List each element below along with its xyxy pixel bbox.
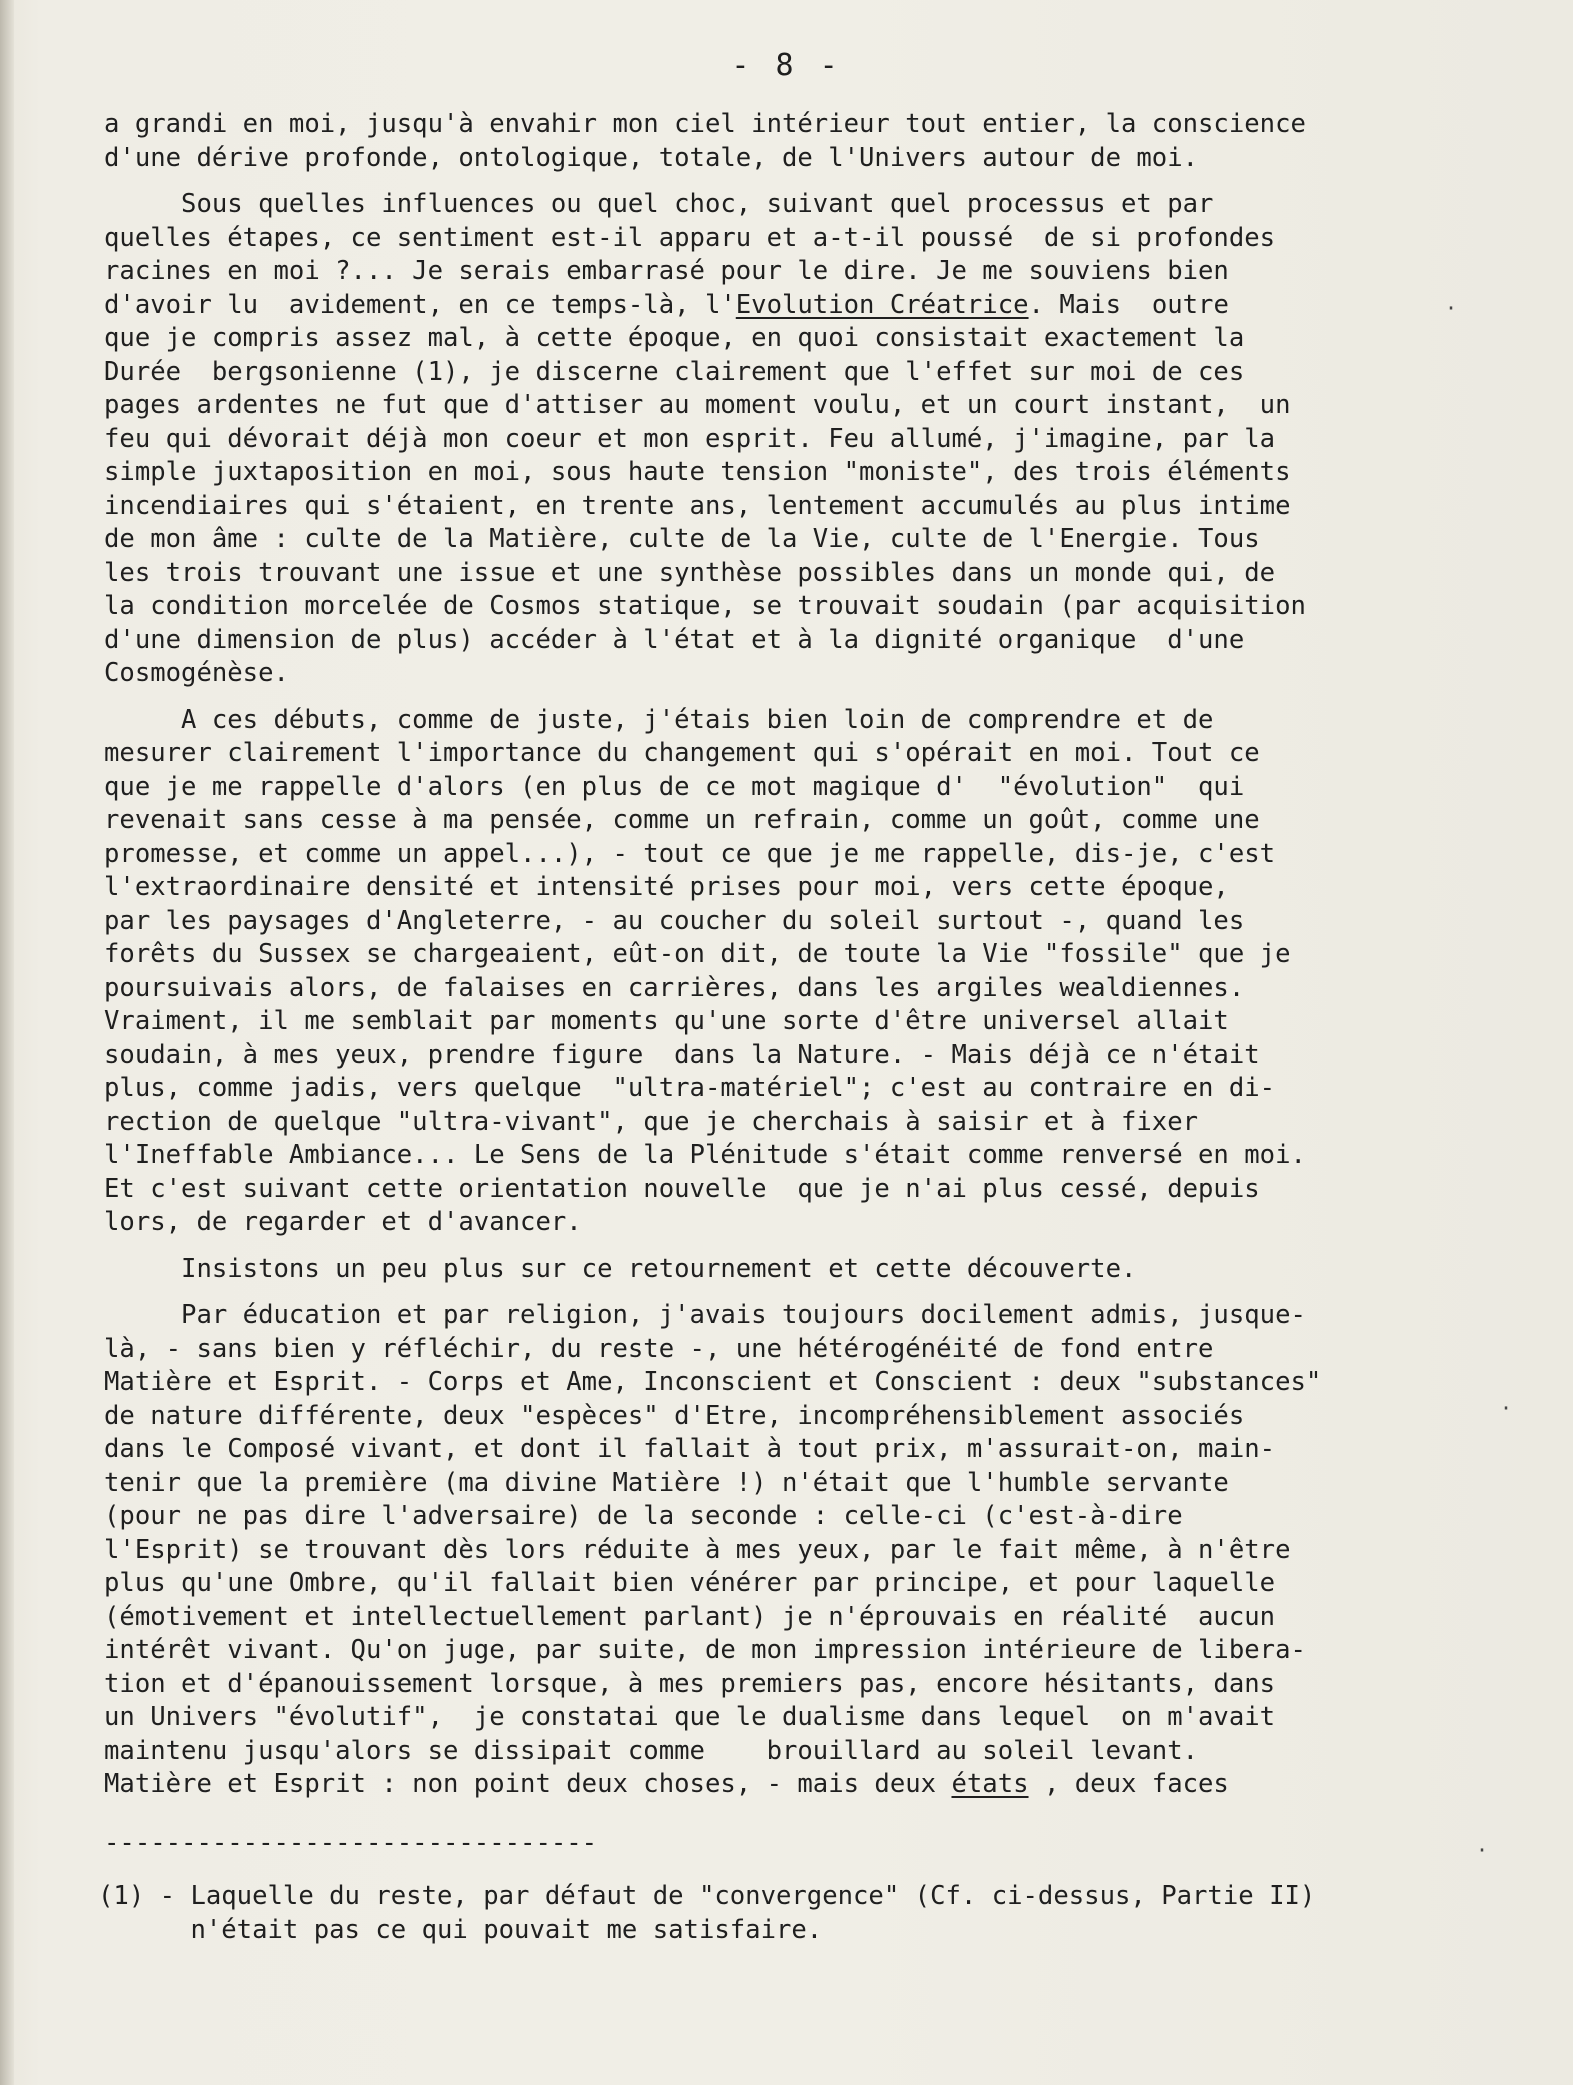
text-line: quelles étapes, ce sentiment est-il apparu et a-t-il poussé de si profondes	[104, 222, 1276, 253]
text-line: plus, comme jadis, vers quelque "ultra-matériel"; c'est au contraire en di-	[104, 1073, 1276, 1103]
footnote-line: (1) - Laquelle du reste, par défaut de "convergence" (Cf. ci-dessus, Partie II)	[98, 1881, 1316, 1911]
text-line: promesse, et comme un appel...), - tout ce que je me rappelle, dis-je, c'est	[104, 838, 1276, 869]
text-line: maintenu jusqu'alors se dissipait comme brouillard au soleil levant.	[104, 1735, 1199, 1766]
text-line: (pour ne pas dire l'adversaire) de la seconde : celle-ci (c'est-à-dire	[104, 1501, 1183, 1531]
text-line: a grandi en moi, jusqu'à envahir mon ciel intérieur tout entier, la conscience	[104, 109, 1306, 139]
text-line: de nature différente, deux "espèces" d'Etre, incompréhensiblement associés	[104, 1400, 1245, 1431]
text-line: Cosmogénèse.	[104, 658, 289, 688]
text-line: l'Esprit) se trouvant dès lors réduite à mes yeux, par le fait même, à n'être	[104, 1534, 1291, 1565]
text-line: (émotivement et intellectuellement parlant) je n'éprouvais en réalité aucun	[104, 1601, 1276, 1632]
text-line: tenir que la première (ma divine Matière !) n'était que l'humble servante	[104, 1467, 1229, 1498]
text-line: poursuivais alors, de falaises en carrières, dans les argiles wealdiennes.	[104, 972, 1245, 1003]
footnote-line: n'était pas ce qui pouvait me satisfaire.	[98, 1914, 823, 1945]
text-line: soudain, à mes yeux, prendre figure dans la Nature. - Mais déjà ce n'était	[104, 1039, 1260, 1070]
underlined-book-title: Evolution Créatrice	[735, 289, 1029, 320]
text-line: rection de quelque "ultra-vivant", que je cherchais à saisir et à fixer	[104, 1106, 1199, 1137]
page-binding-edge	[0, 0, 14, 2085]
text-line: tion et d'épanouissement lorsque, à mes premiers pas, encore hésitants, dans	[104, 1668, 1276, 1699]
text-line: l'Ineffable Ambiance... Le Sens de la Plénitude s'était comme renversé en moi.	[104, 1140, 1306, 1170]
text-line: Matière et Esprit. - Corps et Ame, Inconscient et Conscient : deux "substances"	[104, 1367, 1322, 1397]
text-fragment: d'avoir lu avidement, en ce temps-là, l'	[104, 289, 736, 320]
paragraph-4	[104, 1253, 1544, 1287]
underlined-word: états	[951, 1769, 1029, 1799]
text-fragment: , deux faces	[1028, 1769, 1229, 1799]
paragraph-1	[104, 108, 1544, 175]
text-line: là, - sans bien y réfléchir, du reste -, une hétérogénéité de fond entre	[104, 1333, 1214, 1364]
text-line: intérêt vivant. Qu'on juge, par suite, de mon impression intérieure de libera-	[104, 1635, 1306, 1665]
text-line: l'extraordinaire densité et intensité prises pour moi, vers cette époque,	[104, 872, 1229, 902]
stray-mark: ·	[1445, 296, 1458, 320]
text-line: incendiaires qui s'étaient, en trente ans, lentement accumulés au plus intime	[104, 490, 1291, 521]
text-line: forêts du Sussex se chargeaient, eût-on dit, de toute la Vie "fossile" que je	[104, 939, 1291, 969]
page-number: - 8 -	[731, 48, 842, 83]
stray-mark: ·	[1476, 1838, 1489, 1862]
text-line: racines en moi ?... Je serais embarrasé pour le dire. Je me souviens bien	[104, 256, 1229, 286]
text-line: lors, de regarder et d'avancer.	[104, 1207, 582, 1237]
text-fragment: . Mais outre	[1028, 289, 1229, 320]
text-line: d'une dérive profonde, ontologique, totale, de l'Univers autour de moi.	[104, 142, 1199, 173]
text-line: Par éducation et par religion, j'avais toujours docilement admis, jusque-	[104, 1300, 1306, 1330]
document-body	[104, 108, 1544, 1802]
text-line: revenait sans cesse à ma pensée, comme un refrain, comme un goût, comme une	[104, 805, 1260, 835]
text-line: Sous quelles influences ou quel choc, suivant quel processus et par	[104, 189, 1214, 219]
text-line: Durée bergsonienne (1), je discerne clairement que l'effet sur moi de ces	[104, 356, 1245, 387]
text-line: par les paysages d'Angleterre, - au coucher du soleil surtout -, quand les	[104, 905, 1245, 936]
text-line: d'une dimension de plus) accéder à l'état et à la dignité organique d'une	[104, 624, 1245, 655]
text-line: Et c'est suivant cette orientation nouvelle que je n'ai plus cessé, depuis	[104, 1173, 1260, 1204]
text-line-with-title	[104, 289, 1544, 323]
footnote	[98, 1880, 1548, 1947]
paragraph-5	[104, 1299, 1544, 1802]
text-line: plus qu'une Ombre, qu'il fallait bien vénérer par principe, et pour laquelle	[104, 1568, 1276, 1598]
text-line: mesurer clairement l'importance du changement qui s'opérait en moi. Tout ce	[104, 738, 1260, 768]
text-line-with-emphasis	[104, 1768, 1544, 1802]
text-line: Vraiment, il me semblait par moments qu'une sorte d'être universel allait	[104, 1006, 1229, 1036]
paragraph-2	[104, 188, 1544, 691]
text-line: feu qui dévorait déjà mon coeur et mon esprit. Feu allumé, j'imagine, par la	[104, 423, 1276, 454]
text-line: pages ardentes ne fut que d'attiser au moment voulu, et un court instant, un	[104, 390, 1291, 420]
text-line: un Univers "évolutif", je constatai que le dualisme dans lequel on m'avait	[104, 1702, 1276, 1732]
text-line: que je compris assez mal, à cette époque, en quoi consistait exactement la	[104, 323, 1245, 353]
text-line: que je me rappelle d'alors (en plus de ce mot magique d' "évolution" qui	[104, 771, 1245, 802]
stray-mark: ·	[1500, 1396, 1513, 1420]
footnote-separator: --------------------------------	[104, 1828, 598, 1858]
text-fragment: Matière et Esprit : non point deux choses, - mais deux	[104, 1769, 952, 1799]
paragraph-3	[104, 704, 1544, 1240]
text-line: A ces débuts, comme de juste, j'étais bien loin de comprendre et de	[104, 704, 1214, 735]
text-line: Insistons un peu plus sur ce retournement et cette découverte.	[104, 1253, 1137, 1284]
text-line: de mon âme : culte de la Matière, culte de la Vie, culte de l'Energie. Tous	[104, 524, 1260, 554]
text-line: les trois trouvant une issue et une synthèse possibles dans un monde qui, de	[104, 557, 1276, 588]
text-line: simple juxtaposition en moi, sous haute tension "moniste", des trois éléments	[104, 457, 1291, 487]
text-line: la condition morcelée de Cosmos statique, se trouvait soudain (par acquisition	[104, 591, 1306, 621]
text-line: dans le Composé vivant, et dont il fallait à tout prix, m'assurait-on, main-	[104, 1434, 1276, 1464]
